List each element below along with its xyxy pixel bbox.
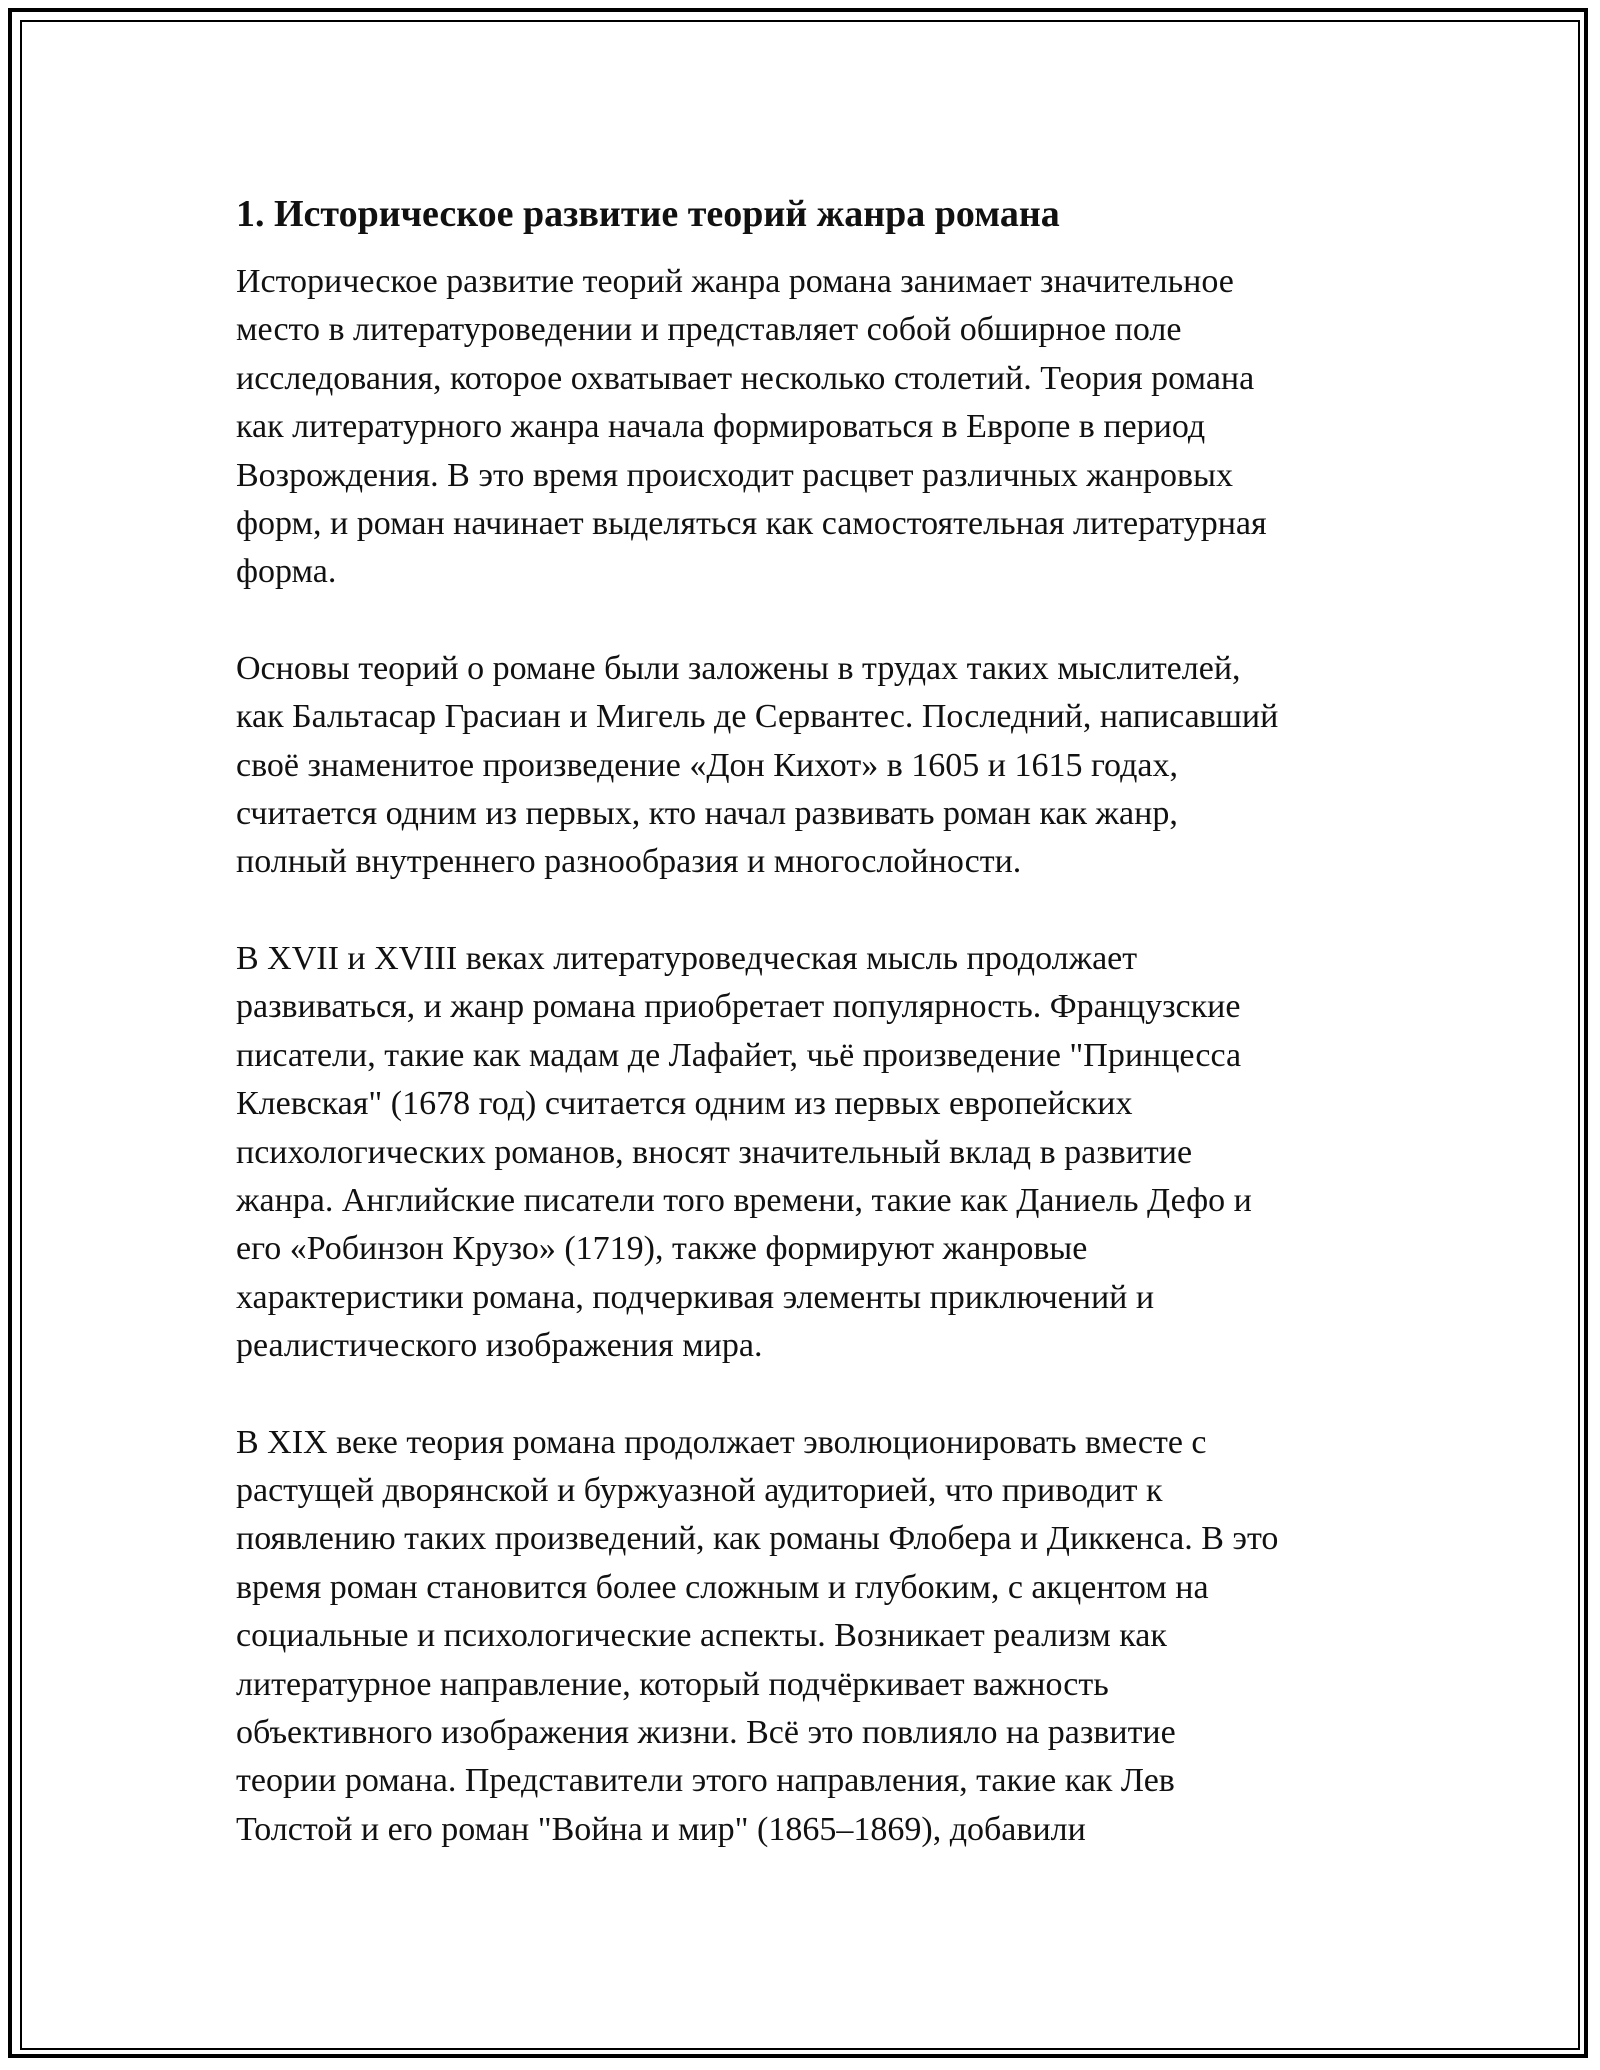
- text-line: Историческое развитие теорий жанра романа занимает значительное: [236, 263, 1234, 300]
- section-heading: 1. Историческое развитие теорий жанра романа: [236, 193, 1060, 235]
- text-line: форм, и роман начинает выделяться как самостоятельная литературная: [236, 505, 1267, 543]
- text-line: социальные и психологические аспекты. Возникает реализм как: [236, 1617, 1167, 1655]
- text-line: его «Робинзон Крузо» (1719), также формируют жанровые: [236, 1230, 1088, 1268]
- text-line: Толстой и его роман "Война и мир" (1865–1869), добавили: [236, 1810, 1086, 1848]
- text-line: В XVII и XVIII веках литературоведческая мысль продолжает: [236, 939, 1138, 977]
- text-line: как литературного жанра начала формироваться в Европе в период: [236, 408, 1206, 446]
- text-line: исследования, которое охватывает несколько столетий. Теория романа: [236, 359, 1255, 397]
- text-line: растущей дворянской и буржуазной аудиторией, что приводит к: [236, 1471, 1163, 1509]
- text-line: форма.: [236, 553, 337, 591]
- text-line: появлению таких произведений, как романы Флобера и Диккенса. В это: [236, 1520, 1279, 1558]
- text-line: жанра. Английские писатели того времени, такие как Даниель Дефо и: [236, 1181, 1252, 1219]
- text-line: своё знаменитое произведение «Дон Кихот» в 1605 и 1615 годах,: [236, 746, 1178, 784]
- text-line: Клевская" (1678 год) считается одним из первых европейских: [236, 1085, 1133, 1123]
- document-body: [236, 188, 1376, 1902]
- text-line: характеристики романа, подчеркивая элементы приключений и: [236, 1278, 1155, 1316]
- paragraph-1: [236, 258, 1376, 597]
- text-line: литературное направление, который подчёркивает важность: [236, 1665, 1109, 1703]
- text-line: Основы теорий о романе были заложены в трудах таких мыслителей,: [236, 649, 1241, 687]
- paragraph-2: [236, 645, 1376, 887]
- text-line: как Бальтасар Грасиан и Мигель де Сервантес. Последний, написавший: [236, 698, 1279, 736]
- text-line: развиваться, и жанр романа приобретает популярность. Французские: [236, 988, 1241, 1026]
- paragraph-3: [236, 935, 1376, 1371]
- text-line: считается одним из первых, кто начал развивать роман как жанр,: [236, 795, 1178, 833]
- text-line: время роман становится более сложным и глубоким, с акцентом на: [236, 1568, 1209, 1606]
- text-line: психологических романов, вносят значительный вклад в развитие: [236, 1133, 1193, 1171]
- text-line: В XIX веке теория романа продолжает эволюционировать вместе с: [236, 1423, 1207, 1461]
- text-line: место в литературоведении и представляет собой обширное поле: [236, 311, 1182, 349]
- text-line: полный внутреннего разнообразия и многослойности.: [236, 843, 1022, 881]
- text-line: объективного изображения жизни. Всё это повлияло на развитие: [236, 1713, 1176, 1751]
- paragraph-4: [236, 1419, 1376, 1855]
- text-line: писатели, такие как мадам де Лафайет, чьё произведение "Принцесса: [236, 1036, 1242, 1074]
- text-line: теории романа. Представители этого направления, такие как Лев: [236, 1762, 1175, 1800]
- text-line: реалистического изображения мира.: [236, 1327, 763, 1365]
- text-line: Возрождения. В это время происходит расцвет различных жанровых: [236, 456, 1233, 494]
